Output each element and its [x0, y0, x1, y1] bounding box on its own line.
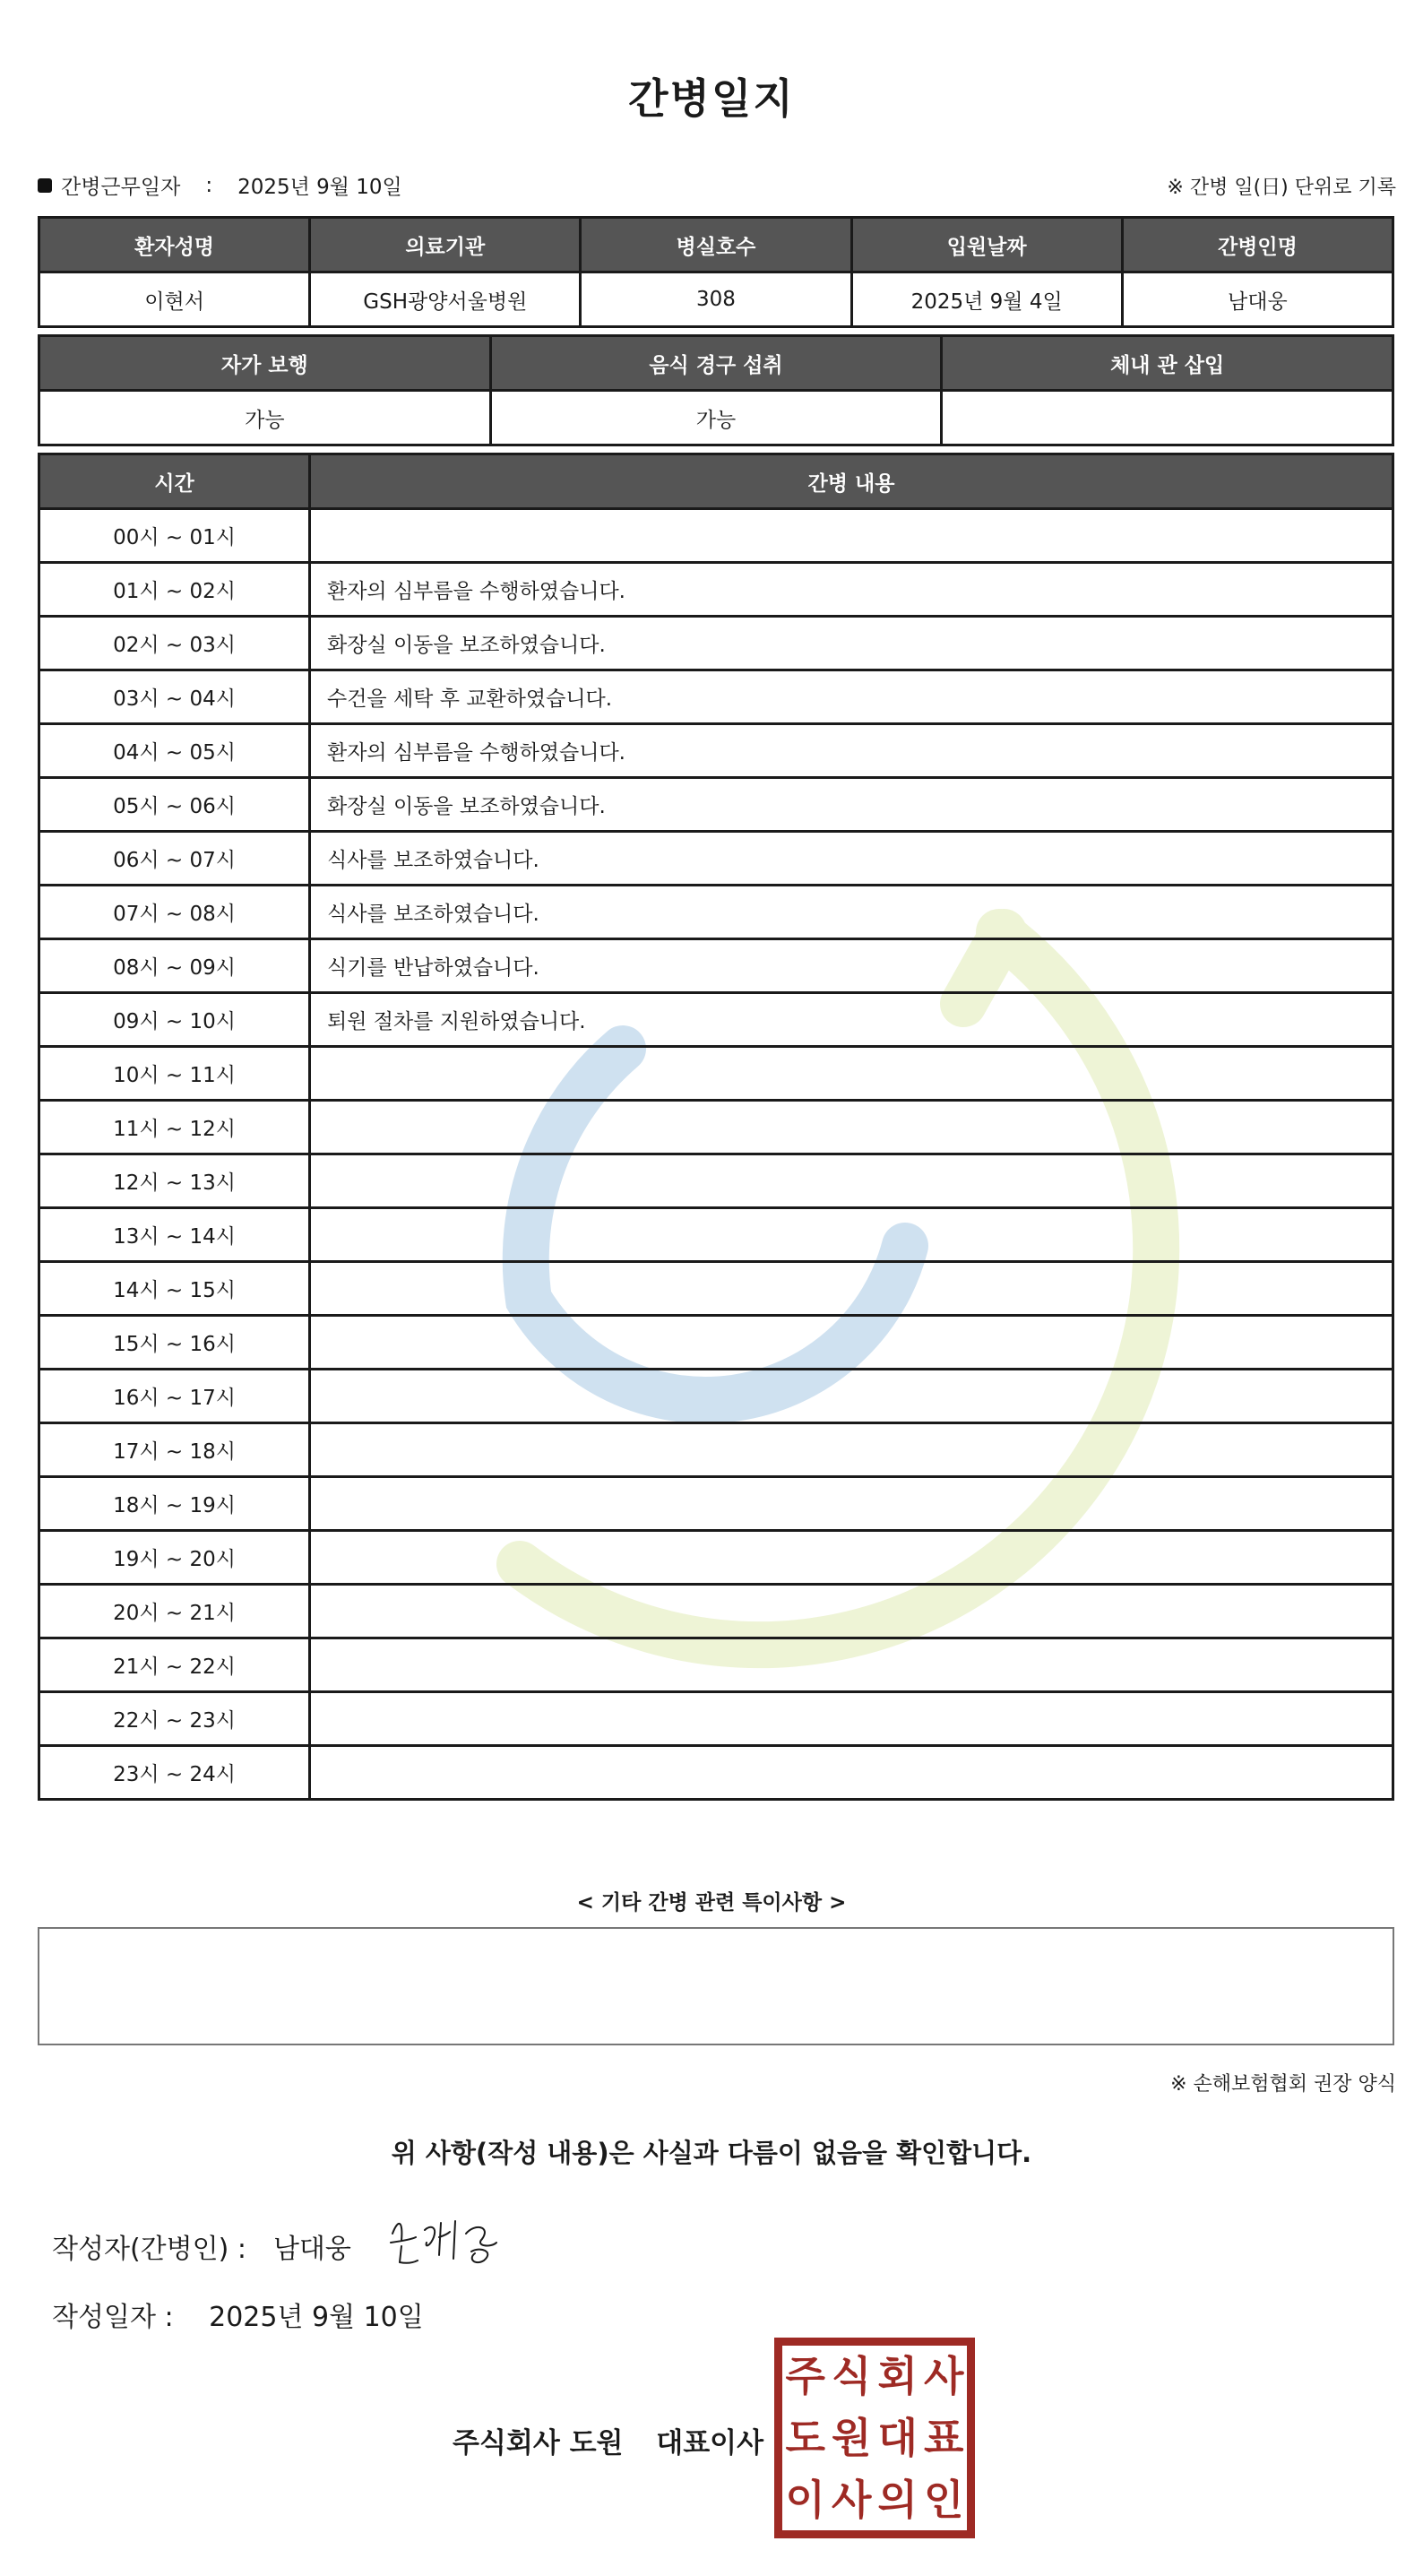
table-row — [39, 993, 1393, 1047]
time-cell: 11시 ~ 12시 — [39, 1101, 310, 1154]
time-cell: 01시 ~ 02시 — [39, 563, 310, 617]
company-name: 주식회사 도원 — [453, 2427, 624, 2459]
unit-note: ※ 간병 일(日) 단위로 기록 — [1167, 177, 1396, 199]
signature-image — [385, 2207, 520, 2271]
time-cell: 04시 ~ 05시 — [39, 724, 310, 778]
header-time: 시간 — [39, 454, 310, 509]
care-content-cell: 식기를 반납하였습니다. — [310, 939, 1393, 993]
time-cell: 16시 ~ 17시 — [39, 1370, 310, 1423]
care-content-cell: 식사를 보조하였습니다. — [310, 886, 1393, 939]
table-row — [39, 1047, 1393, 1101]
care-content-cell — [310, 1047, 1393, 1101]
care-content-cell — [310, 1262, 1393, 1316]
time-cell: 08시 ~ 09시 — [39, 939, 310, 993]
table-row — [39, 1101, 1393, 1154]
care-log-table — [38, 453, 1394, 1801]
care-content-cell — [310, 1208, 1393, 1262]
header-tube-insertion: 체내 관 삽입 — [942, 336, 1393, 391]
header-patient-name: 환자성명 — [39, 218, 310, 272]
time-cell: 15시 ~ 16시 — [39, 1316, 310, 1370]
patient-status-header-row — [39, 336, 1393, 391]
table-row — [39, 1585, 1393, 1638]
time-cell: 19시 ~ 20시 — [39, 1531, 310, 1585]
care-content-cell — [310, 1370, 1393, 1423]
company-representative: 대표이사 — [656, 2427, 764, 2459]
table-row — [39, 939, 1393, 993]
patient-name-cell: 이현서 — [39, 272, 310, 327]
self-walking-cell: 가능 — [39, 391, 491, 445]
seal-character: 원 — [832, 2413, 872, 2462]
notes-heading: < 기타 간병 관련 특이사항 > — [576, 1891, 847, 1915]
time-cell: 05시 ~ 06시 — [39, 778, 310, 832]
oral-intake-cell: 가능 — [490, 391, 942, 445]
table-row — [39, 1746, 1393, 1800]
time-cell: 20시 ~ 21시 — [39, 1585, 310, 1638]
caregiver-name-cell: 남대웅 — [1122, 272, 1393, 327]
header-caregiver-name: 간병인명 — [1122, 218, 1393, 272]
table-row — [39, 1477, 1393, 1531]
table-row — [39, 1262, 1393, 1316]
document-title: 간병일지 — [628, 74, 795, 123]
patient-status-table — [38, 334, 1394, 446]
care-content-cell: 식사를 보조하였습니다. — [310, 832, 1393, 886]
header-room-number: 병실호수 — [581, 218, 851, 272]
patient-info-value-row — [39, 272, 1393, 327]
notes-box — [38, 1927, 1394, 2045]
care-content-cell — [310, 1746, 1393, 1800]
care-content-cell — [310, 1585, 1393, 1638]
writer-name: 남대웅 — [272, 2234, 351, 2265]
table-row — [39, 778, 1393, 832]
header-care-content: 간병 내용 — [310, 454, 1393, 509]
written-date-line — [52, 2295, 424, 2334]
time-cell: 22시 ~ 23시 — [39, 1692, 310, 1746]
care-content-cell — [310, 1101, 1393, 1154]
time-cell: 07시 ~ 08시 — [39, 886, 310, 939]
seal-character: 식 — [832, 2352, 872, 2401]
care-content-cell: 화장실 이동을 보조하였습니다. — [310, 617, 1393, 670]
table-row — [39, 509, 1393, 563]
room-number-cell: 308 — [581, 272, 851, 327]
table-row — [39, 563, 1393, 617]
care-content-cell: 퇴원 절차를 지원하였습니다. — [310, 993, 1393, 1047]
patient-status-value-row — [39, 391, 1393, 445]
table-row — [39, 832, 1393, 886]
care-content-cell: 수건을 세탁 후 교환하였습니다. — [310, 670, 1393, 724]
seal-character: 의 — [877, 2475, 918, 2524]
time-cell: 18시 ~ 19시 — [39, 1477, 310, 1531]
care-content-cell — [310, 1692, 1393, 1746]
care-content-cell — [310, 1477, 1393, 1531]
time-cell: 14시 ~ 15시 — [39, 1262, 310, 1316]
care-content-cell: 환자의 심부름을 수행하였습니다. — [310, 724, 1393, 778]
writer-label: 작성자(간병인) : — [52, 2234, 246, 2265]
care-content-cell — [310, 1638, 1393, 1692]
form-note: ※ 손해보험협회 권장 양식 — [1170, 2073, 1396, 2096]
table-row — [39, 1316, 1393, 1370]
work-date-separator: : — [205, 173, 213, 197]
patient-info-table — [38, 216, 1394, 328]
square-bullet-icon — [38, 178, 52, 193]
table-row — [39, 1370, 1393, 1423]
time-cell: 06시 ~ 07시 — [39, 832, 310, 886]
care-content-cell — [310, 1531, 1393, 1585]
seal-character: 사 — [832, 2475, 872, 2524]
confirmation-statement: 위 사항(작성 내용)은 사실과 다름이 없음을 확인합니다. — [391, 2138, 1032, 2168]
work-date-value: 2025년 9월 10일 — [237, 176, 402, 199]
work-date-label: 간병근무일자 — [61, 176, 181, 199]
written-date-value: 2025년 9월 10일 — [209, 2302, 424, 2333]
time-cell: 03시 ~ 04시 — [39, 670, 310, 724]
hospital-cell: GSH광양서울병원 — [310, 272, 581, 327]
time-cell: 21시 ~ 22시 — [39, 1638, 310, 1692]
time-cell: 13시 ~ 14시 — [39, 1208, 310, 1262]
table-row — [39, 886, 1393, 939]
written-date-label: 작성일자 : — [52, 2302, 174, 2333]
table-row — [39, 1692, 1393, 1746]
care-content-cell — [310, 509, 1393, 563]
table-row — [39, 1423, 1393, 1477]
seal-character: 주 — [785, 2352, 825, 2401]
table-row — [39, 1208, 1393, 1262]
seal-character: 인 — [924, 2475, 964, 2524]
admission-date-cell: 2025년 9월 4일 — [851, 272, 1122, 327]
table-row — [39, 1638, 1393, 1692]
seal-character: 표 — [924, 2413, 964, 2462]
company-line — [453, 2420, 763, 2460]
table-row — [39, 617, 1393, 670]
care-content-cell: 화장실 이동을 보조하였습니다. — [310, 778, 1393, 832]
table-row — [39, 1154, 1393, 1208]
work-date-line — [38, 170, 402, 200]
care-content-cell: 환자의 심부름을 수행하였습니다. — [310, 563, 1393, 617]
time-cell: 17시 ~ 18시 — [39, 1423, 310, 1477]
time-cell: 12시 ~ 13시 — [39, 1154, 310, 1208]
time-cell: 10시 ~ 11시 — [39, 1047, 310, 1101]
patient-info-header-row — [39, 218, 1393, 272]
seal-character: 회 — [877, 2352, 918, 2401]
table-row — [39, 670, 1393, 724]
header-hospital: 의료기관 — [310, 218, 581, 272]
seal-character: 이 — [785, 2475, 825, 2524]
care-content-cell — [310, 1423, 1393, 1477]
time-cell: 02시 ~ 03시 — [39, 617, 310, 670]
tube-insertion-cell — [942, 391, 1393, 445]
care-content-cell — [310, 1316, 1393, 1370]
table-row — [39, 724, 1393, 778]
company-seal-stamp — [774, 2338, 975, 2538]
time-cell: 09시 ~ 10시 — [39, 993, 310, 1047]
care-content-cell — [310, 1154, 1393, 1208]
header-self-walking: 자가 보행 — [39, 336, 491, 391]
writer-line — [52, 2226, 351, 2266]
care-log-header-row — [39, 454, 1393, 509]
time-cell: 00시 ~ 01시 — [39, 509, 310, 563]
header-admission-date: 입원날짜 — [851, 218, 1122, 272]
seal-character: 사 — [924, 2352, 964, 2401]
seal-character: 대 — [877, 2413, 918, 2462]
time-cell: 23시 ~ 24시 — [39, 1746, 310, 1800]
seal-character: 도 — [785, 2413, 825, 2462]
table-row — [39, 1531, 1393, 1585]
header-oral-intake: 음식 경구 섭취 — [490, 336, 942, 391]
